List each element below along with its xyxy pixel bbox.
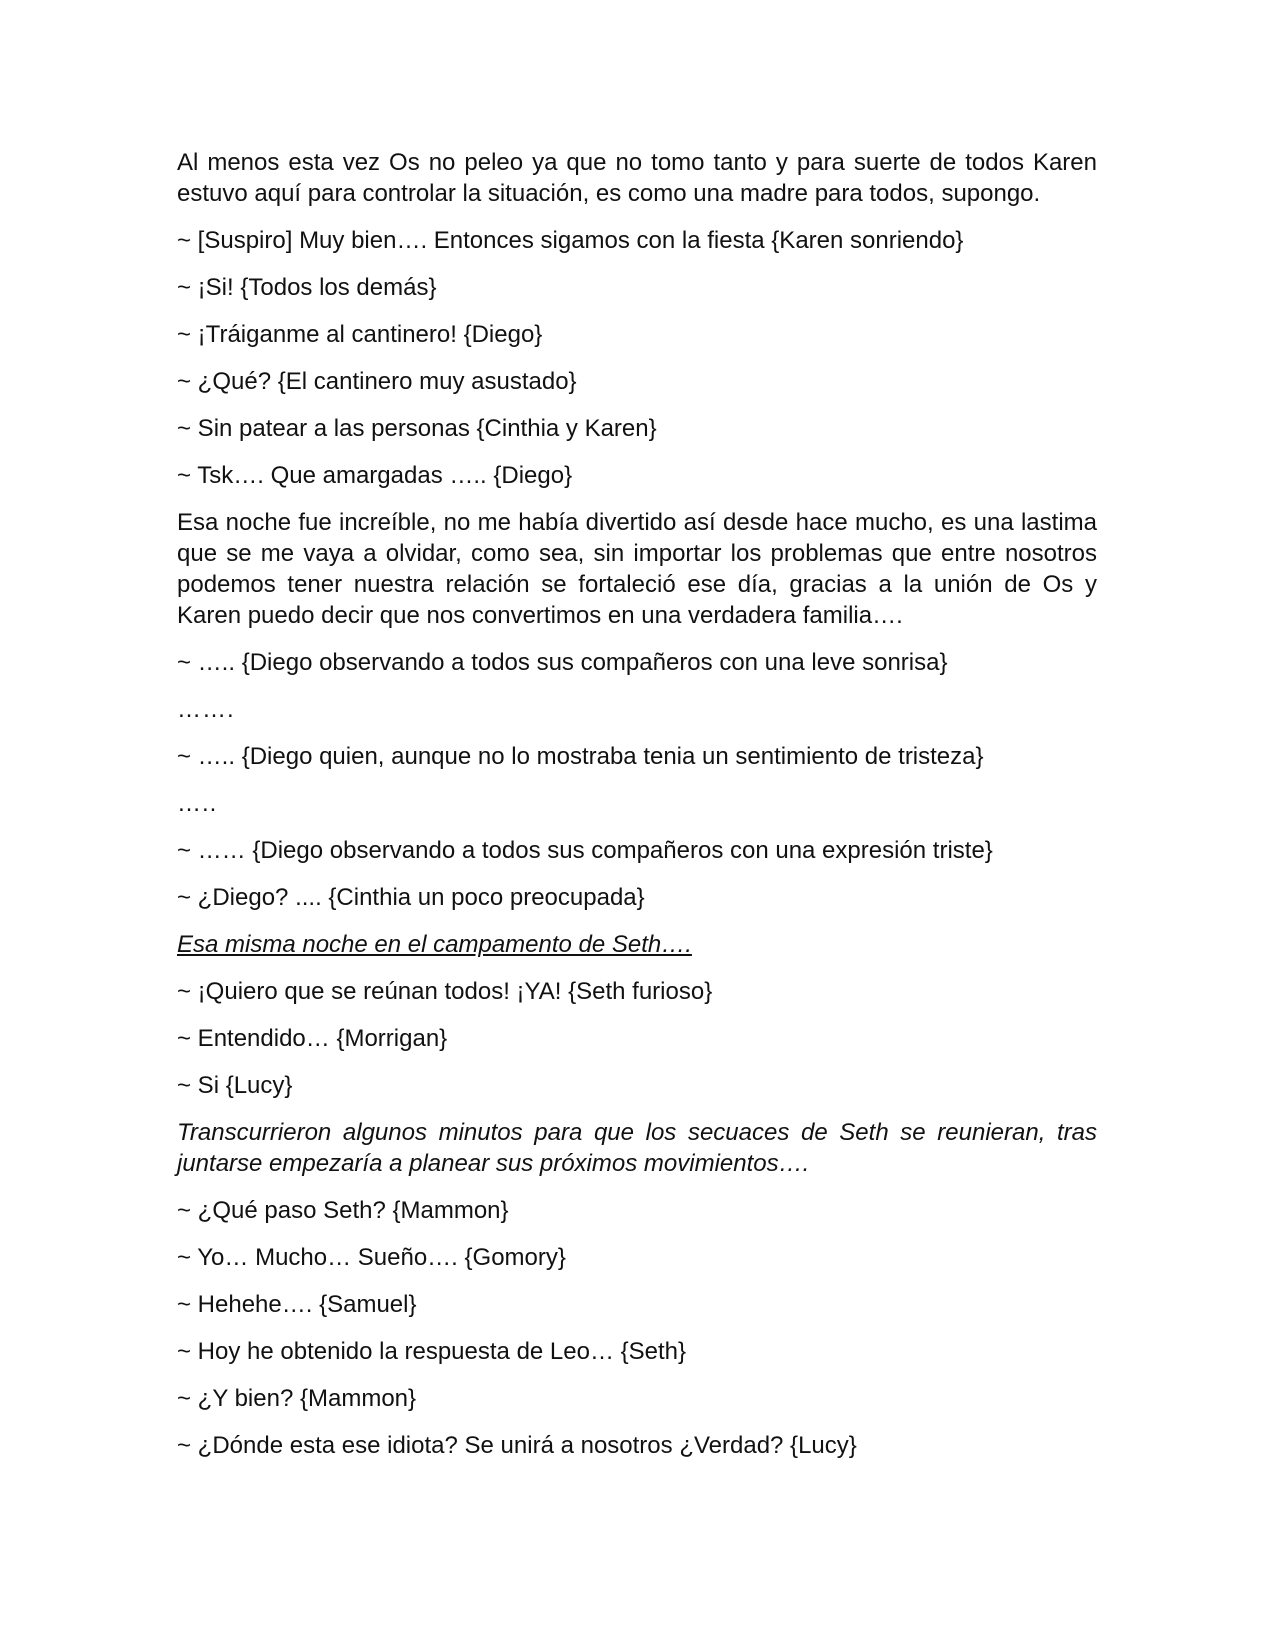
- dialogue-line: ~ Yo… Mucho… Sueño…. {Gomory}: [177, 1244, 566, 1271]
- scene-heading: Esa misma noche en el campamento de Seth….: [177, 931, 692, 958]
- dialogue-line: ~ ¡Si! {Todos los demás}: [177, 274, 437, 301]
- dialogue-line: ~ ¿Y bien? {Mammon}: [177, 1385, 417, 1412]
- page-body: [177, 147, 1097, 1477]
- dialogue-line: ~ Si {Lucy}: [177, 1072, 293, 1099]
- dialogue-line: ~ ¿Qué paso Seth? {Mammon}: [177, 1197, 509, 1224]
- dialogue-line: ~ Entendido… {Morrigan}: [177, 1025, 448, 1052]
- dialogue-line: ~ Hoy he obtenido la respuesta de Leo… {Seth}: [177, 1338, 687, 1365]
- narration-paragraph-italic: Transcurrieron algunos minutos para que los secuaces de Seth se reunieran, tras juntarse empezaría a planear sus próximos movimientos….: [177, 1119, 1097, 1177]
- dialogue-line: ~ ¡Tráiganme al cantinero! {Diego}: [177, 321, 543, 348]
- dialogue-line: ~ ….. {Diego observando a todos sus compañeros con una leve sonrisa}: [177, 649, 948, 676]
- dialogue-line: ~ [Suspiro] Muy bien…. Entonces sigamos con la fiesta {Karen sonriendo}: [177, 227, 964, 254]
- dialogue-line: ~ ¡Quiero que se reúnan todos! ¡YA! {Seth furioso}: [177, 978, 713, 1005]
- dialogue-line: ~ Sin patear a las personas {Cinthia y Karen}: [177, 415, 657, 442]
- ellipsis-separator: …….: [177, 696, 235, 723]
- dialogue-line: ~ ¿Diego? .... {Cinthia un poco preocupada}: [177, 884, 645, 911]
- narration-paragraph: Al menos esta vez Os no peleo ya que no tomo tanto y para suerte de todos Karen estuvo aquí para controlar la situación, es como una madre para todos, supongo.: [177, 149, 1097, 207]
- dialogue-line: ~ Tsk…. Que amargadas ….. {Diego}: [177, 462, 573, 489]
- dialogue-line: ~ …… {Diego observando a todos sus compañeros con una expresión triste}: [177, 837, 993, 864]
- ellipsis-separator: …..: [177, 790, 218, 817]
- dialogue-line: ~ ¿Dónde esta ese idiota? Se unirá a nosotros ¿Verdad? {Lucy}: [177, 1432, 857, 1459]
- dialogue-line: ~ ….. {Diego quien, aunque no lo mostraba tenia un sentimiento de tristeza}: [177, 743, 984, 770]
- dialogue-line: ~ Hehehe…. {Samuel}: [177, 1291, 417, 1318]
- dialogue-line: ~ ¿Qué? {El cantinero muy asustado}: [177, 368, 577, 395]
- narration-paragraph: Esa noche fue increíble, no me había divertido así desde hace mucho, es una lastima que se me vaya a olvidar, como sea, sin importar los problemas que entre nosotros podemos tener nuestra relación se fortaleció ese día, gracias a la unión de Os y Karen puedo decir que nos convertimos en una verdadera familia….: [177, 509, 1097, 629]
